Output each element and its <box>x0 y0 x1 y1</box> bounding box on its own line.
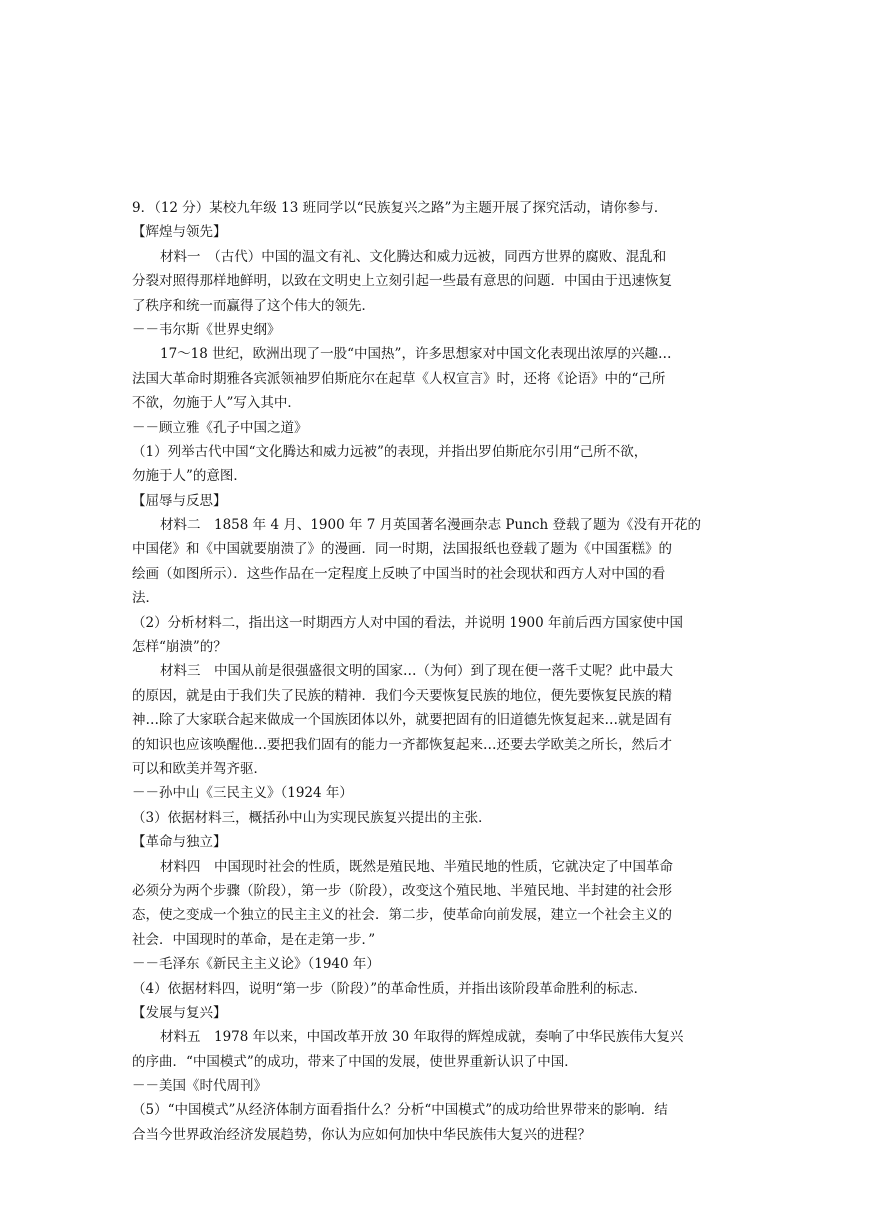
sub-question: （4）依据材料四，说明“第一步（阶段）”的革命性质，并指出该阶段革命胜利的标志． <box>132 980 648 997</box>
source-citation: －－美国《时代周刊》 <box>132 1078 267 1095</box>
material-line: 法国大革命时期雅各宾派领袖罗伯斯庇尔在起草《人权宣言》时，还将《论语》中的“己所 <box>132 370 666 387</box>
sub-question: （5）“中国模式”从经济体制方面看指什么？分析“中国模式”的成功给世界带来的影响．结 <box>132 1102 668 1119</box>
material-line: 不欲，勿施于人”写入其中． <box>132 395 301 412</box>
section-heading: 【发展与复兴】 <box>132 1004 227 1021</box>
source-citation: －－韦尔斯《世界史纲》 <box>132 321 281 338</box>
material-line: 中国佬》和《中国就要崩溃了》的漫画．同一时期，法国报纸也登载了题为《中国蛋糕》的 <box>132 541 672 558</box>
material-line: 材料二 1858 年 4 月、1900 年 7 月英国著名漫画杂志 Punch 登载了题为《没有开花的 <box>160 517 701 534</box>
material-line: 法． <box>132 590 159 607</box>
material-line: 材料三 中国从前是很强盛很文明的国家…（为何）到了现在便一落千丈呢？此中最大 <box>160 663 673 680</box>
sub-question: 合当今世界政治经济发展趋势，你认为应如何加快中华民族伟大复兴的进程？ <box>132 1126 591 1143</box>
material-line: 了秩序和统一而赢得了这个伟大的领先． <box>132 297 375 314</box>
material-line: 的序曲．“中国模式”的成功，带来了中国的发展，使世界重新认识了中国． <box>132 1053 578 1070</box>
source-citation: －－孙中山《三民主义》（1924 年） <box>132 785 353 802</box>
sub-question: （1）列举古代中国“文化腾达和威力远被”的表现，并指出罗伯斯庇尔引用“己所不欲， <box>132 443 648 460</box>
source-citation: －－毛泽东《新民主主义论》（1940 年） <box>132 956 380 973</box>
sub-question: （3）依据材料三，概括孙中山为实现民族复兴提出的主张． <box>132 809 492 826</box>
material-line: 材料四 中国现时社会的性质，既然是殖民地、半殖民地的性质，它就决定了中国革命 <box>160 858 673 875</box>
material-line: 态，使之变成一个独立的民主主义的社会．第二步，使革命向前发展，建立一个社会主义的 <box>132 907 672 924</box>
sub-question: （2）分析材料二，指出这一时期西方人对中国的看法，并说明 1900 年前后西方国家使中国 <box>132 614 684 631</box>
material-line: 社会．中国现时的革命，是在走第一步．” <box>132 931 376 948</box>
material-line: 绘画（如图所示）．这些作品在一定程度上反映了中国当时的社会现状和西方人对中国的看 <box>132 565 666 582</box>
source-citation: －－顾立雅《孔子中国之道》 <box>132 419 308 436</box>
question-stem: 9．（12 分）某校九年级 13 班同学以“民族复兴之路”为主题开展了探究活动，请你参与． <box>132 200 668 216</box>
material-line: 的原因，就是由于我们失了民族的精神．我们今天要恢复民族的地位，便先要恢复民族的精 <box>132 687 672 704</box>
material-line: 的知识也应该唤醒他…要把我们固有的能力一齐都恢复起来…还要去学欧美之所长，然后才 <box>132 736 672 753</box>
material-line: 分裂对照得那样地鲜明，以致在文明史上立刻引起一些最有意思的问题．中国由于迅速恢复 <box>132 273 672 290</box>
sub-question: 勿施于人”的意图． <box>132 468 247 485</box>
material-line: 17～18 世纪，欧洲出现了一股“中国热”，许多思想家对中国文化表现出浓厚的兴趣… <box>160 346 672 363</box>
section-heading: 【屈辱与反思】 <box>132 492 227 509</box>
sub-question: 怎样“崩溃”的？ <box>132 639 227 656</box>
material-line: 材料一 （古代）中国的温文有礼、文化腾达和威力远被，同西方世界的腐败、混乱和 <box>160 248 667 265</box>
material-line: 可以和欧美并驾齐驱． <box>132 760 267 777</box>
material-line: 神…除了大家联合起来做成一个国族团体以外，就要把固有的旧道德先恢复起来…就是固有 <box>132 712 672 729</box>
material-line: 必须分为两个步骤（阶段），第一步（阶段），改变这个殖民地、半殖民地、半封建的社会形 <box>132 882 672 899</box>
question-body <box>132 196 740 1147</box>
section-heading: 【辉煌与领先】 <box>132 224 227 241</box>
material-line: 材料五 1978 年以来，中国改革开放 30 年取得的辉煌成就，奏响了中华民族伟大复兴 <box>160 1029 684 1046</box>
section-heading: 【革命与独立】 <box>132 834 227 851</box>
